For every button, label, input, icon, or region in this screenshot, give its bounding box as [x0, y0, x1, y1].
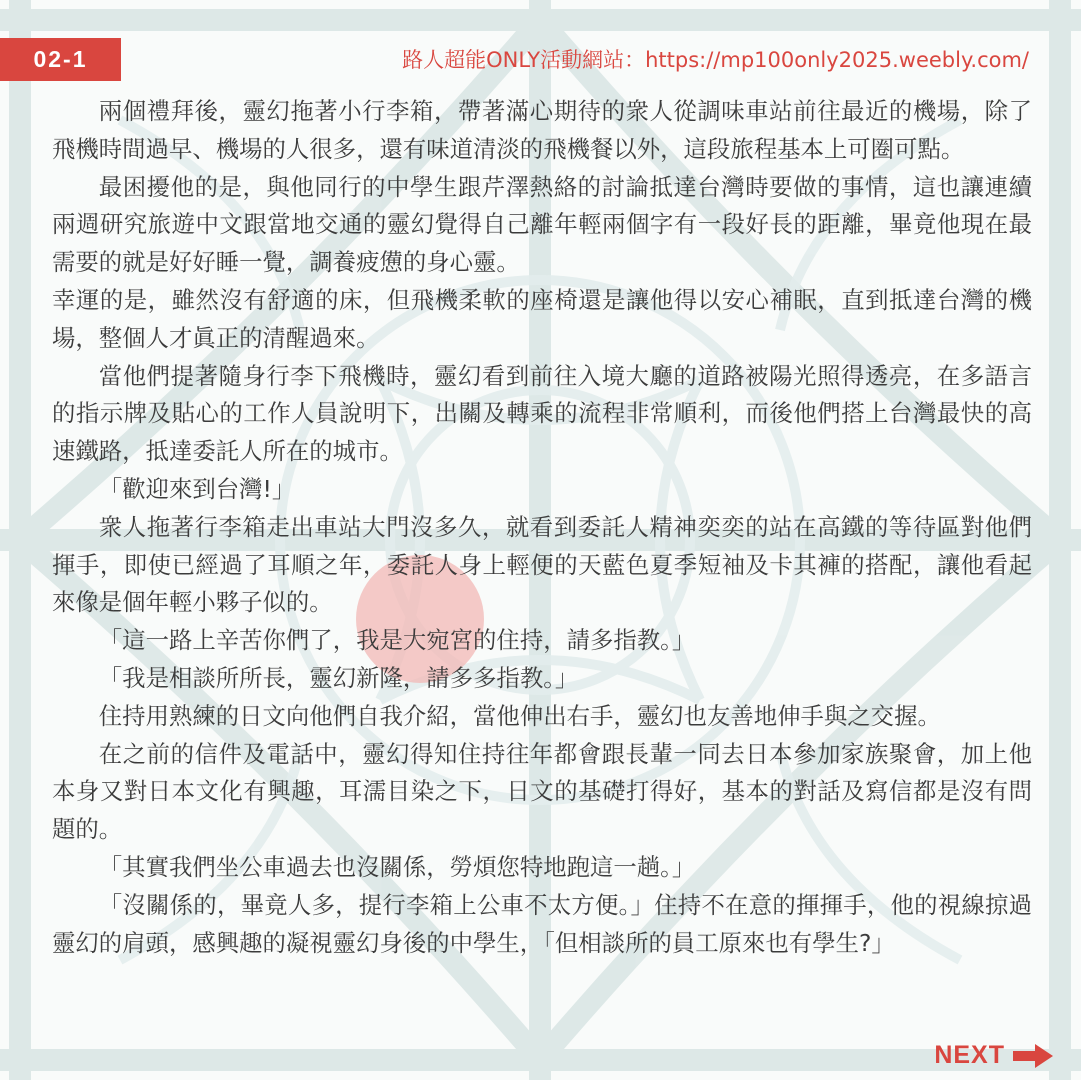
paragraph: 「這一路上辛苦你們了，我是大宛宮的住持，請多指教。」: [98, 626, 696, 655]
page-number-badge: 02-1: [0, 38, 121, 81]
paragraph: 在之前的信件及電話中，靈幻得知住持往年都會跟長輩一同去日本參加家族聚會，加上他本身又對日本文化有興趣，耳濡目染之下，日文的基礎打得好，基本的對話及寫信都是沒有問題的。: [52, 739, 1032, 844]
paragraph: 兩個禮拜後，靈幻拖著小行李箱，帶著滿心期待的衆人從調味車站前往最近的機場，除了飛機時間過早、機場的人很多，還有味道清淡的飛機餐以外，這段旅程基本上可圈可點。: [52, 97, 1032, 163]
paragraph: 「歡迎來到台灣!」: [98, 474, 296, 503]
paragraph: 最困擾他的是，與他同行的中學生跟芹澤熱絡的討論抵達台灣時要做的事情，這也讓連續兩週研究旅遊中文跟當地交通的靈幻覺得自己離年輕兩個字有一段好長的距離，畢竟他現在最需要的就是好好睡一覺，調養疲憊的身心靈。: [52, 172, 1032, 277]
event-website-line: [402, 44, 1029, 74]
paragraph: 衆人拖著行李箱走出車站大門沒多久，就看到委託人精神奕奕的站在高鐵的等待區對他們揮手，即使已經過了耳順之年，委託人身上輕便的天藍色夏季短袖及卡其褲的搭配，讓他看起來像是個年輕小夥子似的。: [52, 512, 1032, 617]
story-text: [52, 93, 1032, 962]
paragraph: 「其實我們坐公車過去也沒關係，勞煩您特地跑這一趟。」: [98, 852, 696, 881]
arrow-right-icon: [1013, 1044, 1053, 1068]
event-website-url[interactable]: https://mp100only2025.weebly.com/: [645, 48, 1029, 72]
paragraph: 當他們提著隨身行李下飛機時，靈幻看到前往入境大廳的道路被陽光照得透亮，在多語言的指示牌及貼心的工作人員說明下，出關及轉乘的流程非常順利，而後他們搭上台灣最快的高速鐵路，抵達委託人所在的城市。: [52, 361, 1032, 466]
paragraph: 住持用熟練的日文向他們自我介紹，當他伸出右手，靈幻也友善地伸手與之交握。: [98, 701, 941, 730]
event-website-label: 路人超能ONLY活動網站：: [402, 48, 646, 72]
paragraph: 「沒關係的，畢竟人多，提行李箱上公車不太方便。」住持不在意的揮揮手，他的視線掠過靈幻的肩頭，感興趣的凝視靈幻身後的中學生，「但相談所的員工原來也有學生?」: [52, 890, 1032, 957]
paragraph: 幸運的是，雖然沒有舒適的床，但飛機柔軟的座椅還是讓他得以安心補眠，直到抵達台灣的機場，整個人才眞正的清醒過來。: [52, 285, 1032, 352]
next-label: NEXT: [934, 1041, 1005, 1069]
paragraph: 「我是相談所所長，靈幻新隆，請多多指教。」: [98, 663, 579, 692]
next-page-button[interactable]: [934, 1041, 1053, 1070]
